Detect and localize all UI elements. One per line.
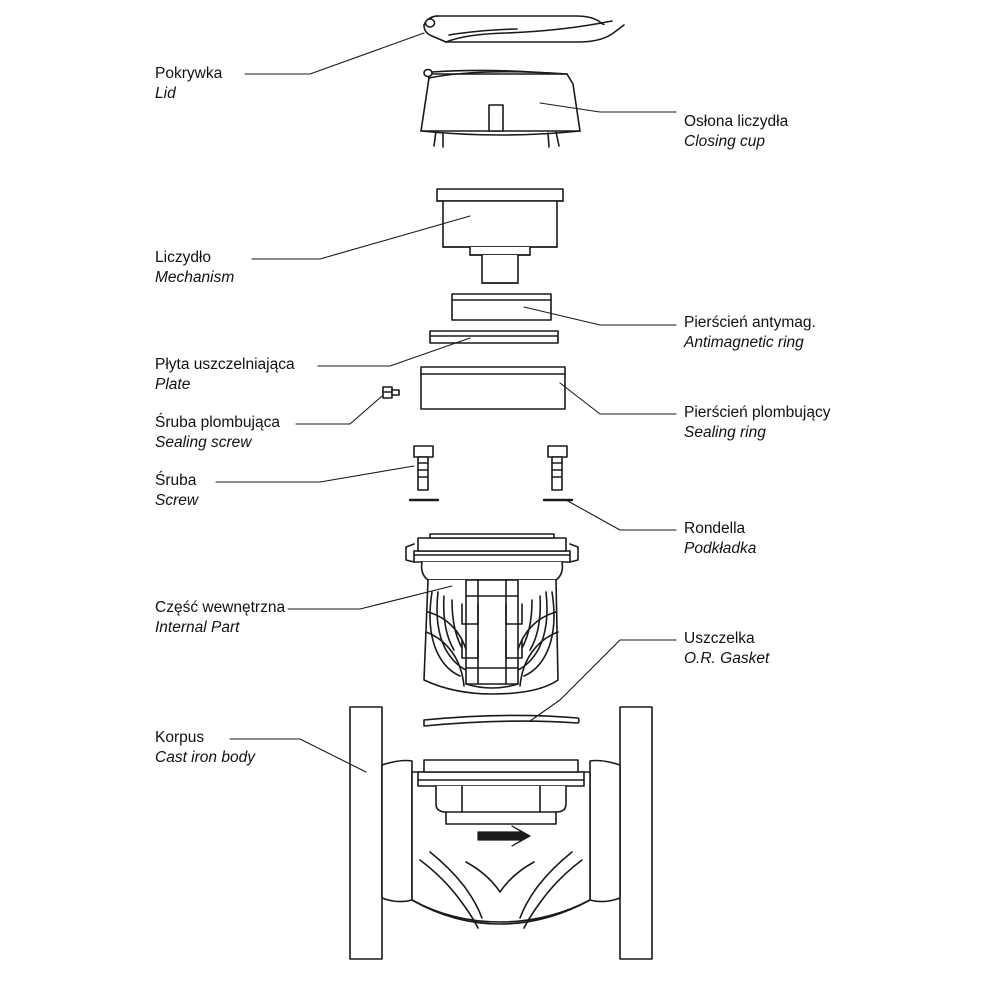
label-sealing-screw-en: Sealing screw xyxy=(155,434,252,452)
label-lid-en: Lid xyxy=(155,85,176,103)
label-antimagnetic-ring xyxy=(684,313,816,354)
label-screw-en: Screw xyxy=(155,492,199,510)
leader-sealing-ring xyxy=(560,383,676,414)
label-screw-pl: Śruba xyxy=(155,472,197,489)
label-plate-pl: Płyta uszczelniająca xyxy=(155,356,295,373)
label-sealing-ring-pl: Pierścień plombujący xyxy=(684,404,831,421)
label-body-pl: Korpus xyxy=(155,729,205,746)
label-sealing-ring xyxy=(684,403,830,444)
label-closing-cup-en: Closing cup xyxy=(684,133,765,151)
part-antimagnetic-ring xyxy=(452,294,551,320)
part-lid xyxy=(424,16,624,42)
label-lid xyxy=(155,64,222,105)
label-washer-pl: Rondella xyxy=(684,520,746,537)
part-mechanism xyxy=(437,189,563,283)
label-or-gasket-en: O.R. Gasket xyxy=(684,650,770,668)
part-screw-left xyxy=(414,446,433,490)
leader-mechanism xyxy=(252,216,470,259)
leader-washer xyxy=(566,500,676,530)
label-screw xyxy=(155,471,198,512)
label-mechanism-en: Mechanism xyxy=(155,269,235,287)
label-body-en: Cast iron body xyxy=(155,749,255,767)
label-sealing-screw xyxy=(155,413,280,454)
label-plate xyxy=(155,355,295,396)
label-body xyxy=(155,728,255,769)
label-internal-part-pl: Część wewnętrzna xyxy=(155,599,286,616)
part-plate xyxy=(430,331,558,343)
leader-sealing-screw xyxy=(296,396,382,424)
part-internal xyxy=(406,534,578,694)
part-sealing-ring xyxy=(421,367,565,409)
label-internal-part-en: Internal Part xyxy=(155,619,240,637)
part-cast-iron-body xyxy=(350,707,652,959)
part-screw-right xyxy=(548,446,567,490)
leader-screw xyxy=(216,466,414,482)
label-mechanism xyxy=(155,248,234,289)
label-sealing-screw-pl: Śruba plombująca xyxy=(155,414,280,431)
label-closing-cup-pl: Osłona liczydła xyxy=(684,113,789,130)
label-sealing-ring-en: Sealing ring xyxy=(684,424,766,442)
label-internal-part xyxy=(155,598,285,639)
label-washer-en: Podkładka xyxy=(684,540,757,558)
part-or-gasket xyxy=(424,715,579,726)
label-antimagnetic-ring-pl: Pierścień antymag. xyxy=(684,314,816,331)
label-lid-pl: Pokrywka xyxy=(155,65,223,82)
label-or-gasket xyxy=(684,629,769,670)
part-sealing-screw xyxy=(383,387,399,398)
label-mechanism-pl: Liczydło xyxy=(155,249,211,266)
label-washer xyxy=(684,519,756,560)
label-closing-cup xyxy=(684,112,788,153)
label-or-gasket-pl: Uszczelka xyxy=(684,630,755,647)
part-closing-cup xyxy=(421,70,580,148)
leader-lid xyxy=(245,33,424,74)
label-plate-en: Plate xyxy=(155,376,191,394)
label-antimagnetic-ring-en: Antimagnetic ring xyxy=(684,334,804,352)
